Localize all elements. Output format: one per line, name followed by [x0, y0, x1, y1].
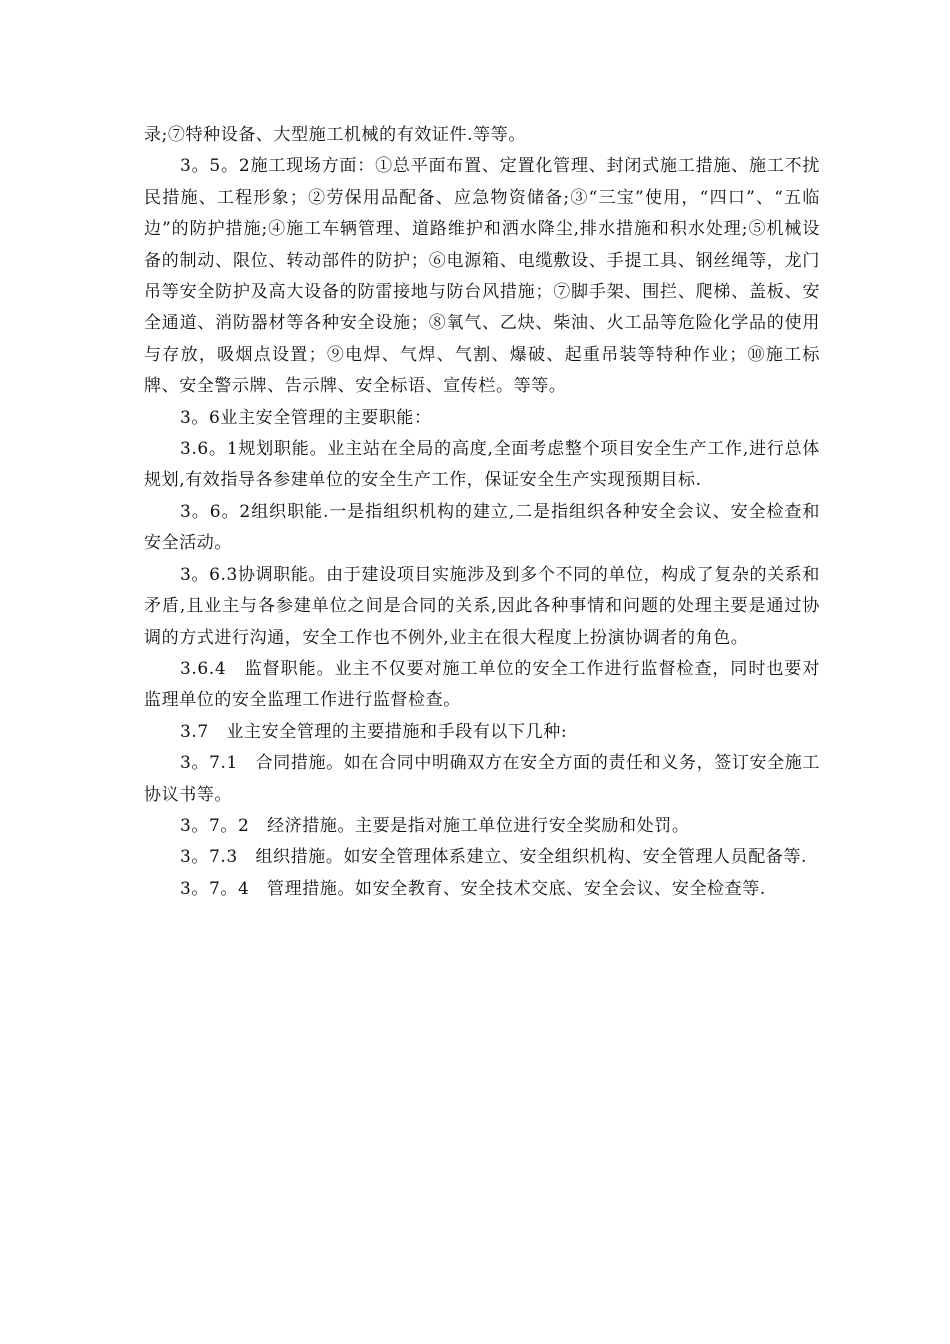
- paragraph-10: 3。7。2 经济措施。主要是指对施工单位进行安全奖励和处罚。: [180, 815, 690, 836]
- paragraph-9: 3。7.1 合同措施。如在合同中明确双方在安全方面的责任和义务，签订安全施工协议书等。: [144, 753, 820, 805]
- paragraph-8: 3.7 业主安全管理的主要措施和手段有以下几种:: [180, 721, 568, 742]
- paragraph-2: 3。5。2施工现场方面：①总平面布置、定置化管理、封闭式施工措施、施工不扰民措施、工程形象；②劳保用品配备、应急物资储备;③“三宝”使用，“四口”、“五临边”的防护措施;④施工车辆管理、道路维护和洒水降尘,排水措施和积水处理;⑤机械设备的制动、限位、转动部件的防护；⑥电源箱、电缆敷设、手提工具、钢丝绳等，龙门吊等安全防护及高大设备的防雷接地与防台风措施；⑦脚手架、围拦、爬梯、盖板、安全通道、消防器材等各种安全设施；⑧氧气、乙炔、柴油、火工品等危险化学品的使用与存放，吸烟点设置；⑨电焊、气焊、气割、爆破、起重吊装等特种作业；⑩施工标牌、安全警示牌、告示牌、安全标语、宣传栏。等等。: [144, 156, 820, 397]
- paragraph-12: 3。7。4 管理措施。如安全教育、安全技术交底、安全会议、安全检查等.: [180, 878, 766, 899]
- paragraph-3: 3。6业主安全管理的主要职能：: [180, 407, 432, 428]
- paragraph-7: 3.6.4 监督职能。业主不仅要对施工单位的安全工作进行监督检查，同时也要对监理单位的安全监理工作进行监督检查。: [144, 658, 820, 711]
- paragraph-5: 3。6。2组织职能.一是指组织机构的建立,二是指组织各种安全会议、安全检查和安全活动。: [144, 501, 820, 554]
- document-page: [144, 120, 820, 905]
- paragraph-6: 3。6.3协调职能。由于建设项目实施涉及到多个不同的单位，构成了复杂的关系和矛盾,且业主与各参建单位之间是合同的关系,因此各种事情和问题的处理主要是通过协调的方式进行沟通，安全工作也不例外,业主在很大程度上扮演协调者的角色。: [144, 564, 820, 648]
- paragraph-4: 3.6。1规划职能。业主站在全局的高度,全面考虑整个项目安全生产工作,进行总体规划,有效指导各参建单位的安全生产工作，保证安全生产实现预期目标.: [144, 439, 820, 491]
- paragraph-1: 录;⑦特种设备、大型施工机械的有效证件.等等。: [144, 125, 526, 145]
- paragraph-11: 3。7.3 组织措施。如安全管理体系建立、安全组织机构、安全管理人员配备等.: [180, 847, 808, 868]
